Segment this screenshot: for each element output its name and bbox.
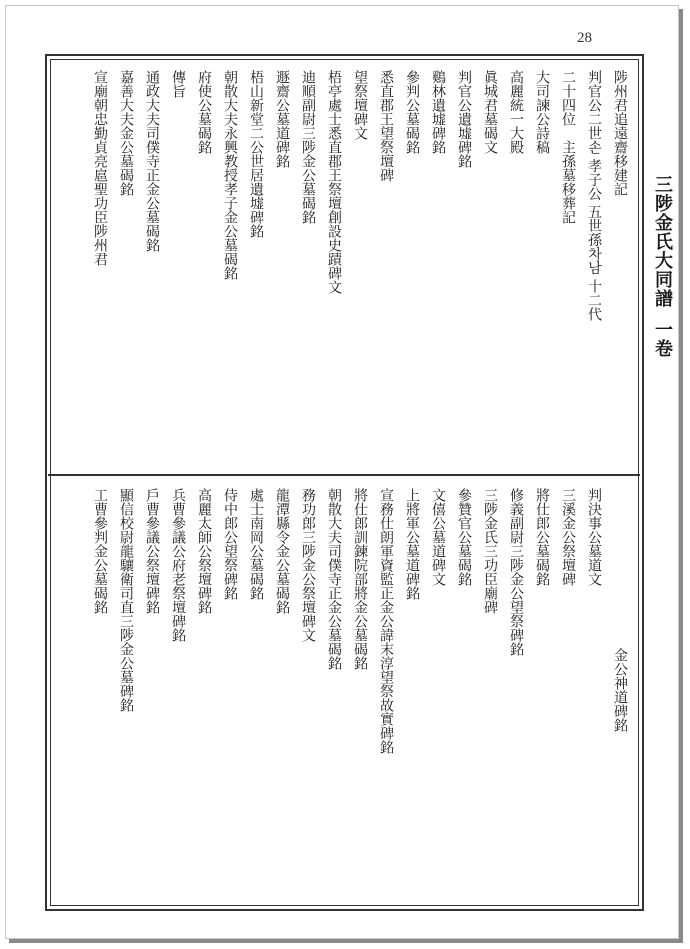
toc-entry-title: 府使公墓碣銘 [196,70,212,154]
toc-entry[interactable] [346,488,373,853]
toc-entry-title: 梧山新堂二公世居遺墟碑銘 [248,70,264,238]
toc-entry[interactable] [164,488,191,853]
toc-entry[interactable] [450,488,477,853]
toc-entry-title: 判官公遺墟碑銘 [456,70,472,168]
toc-entry[interactable] [398,70,425,450]
toc-entry[interactable] [450,70,477,450]
toc-entry[interactable] [528,70,555,450]
toc-entry-title: 鷄林遺墟碑銘 [430,70,446,154]
page-number: 28 [577,30,592,46]
book-title: 三陟金氏大同譜 [652,175,673,308]
toc-entry-title: 眞城君墓碣文 [482,70,498,154]
toc-entry-title: 望祭壇碑文 [352,70,368,140]
toc-entry[interactable] [606,488,633,853]
toc-entry-title: 迪順副尉三陟金公墓碣銘 [300,70,316,224]
toc-entry-title: 梧亭處士悉直郡王祭壇創設史蹟碑文 [326,70,342,294]
toc-entry-title: 二十四位 主孫墓移葬記 [560,70,576,224]
toc-entry[interactable] [268,70,295,450]
toc-entry-title: 上將軍公墓道碑銘 [404,488,420,600]
toc-entry[interactable] [112,488,139,853]
toc-entry-title: 高麗太師公祭壇碑銘 [196,488,212,614]
toc-entry[interactable] [86,70,113,450]
toc-entry-title: 三陟金氏三功臣廟碑 [482,488,498,614]
toc-entry[interactable] [216,70,243,450]
toc-entry-title: 嘉善大夫金公墓碣銘 [118,70,134,196]
toc-entry[interactable] [216,488,243,853]
toc-entry-title: 兵曹參議公府老祭壇碑銘 [170,488,186,642]
toc-entry[interactable] [476,488,503,853]
toc-entry[interactable] [320,488,347,853]
toc-entry-title: 龍潭縣令金公墓碣銘 [274,488,290,614]
toc-entry-title: 參判公墓碣銘 [404,70,420,154]
toc-entry-title: 務功郎三陟金公祭壇碑文 [300,488,316,642]
toc-entry-title: 朝散大夫司僕寺正金公墓碣銘 [326,488,342,670]
toc-entry[interactable] [242,70,269,450]
toc-entry[interactable] [476,70,503,450]
toc-entry-title: 朝散大夫永興教授孝子金公墓碣銘 [222,70,238,280]
toc-entry[interactable] [554,70,581,450]
toc-entry-title: 大司諫公詩稿 [534,70,550,154]
toc-entry[interactable] [242,488,269,853]
toc-entry-title: 宣廟朝忠勤貞亮扈聖功臣陟州君 [92,70,108,266]
toc-entry[interactable] [164,70,191,450]
toc-entry[interactable] [112,70,139,450]
toc-entry-title: 判官公二世손 孝子公 五世孫차남 十二代 [586,70,602,322]
toc-entry-title: 修義副尉三陟金公望祭碑銘 [508,488,524,656]
toc-entry-title: 陟州君追遠齋移建記 [612,70,628,196]
toc-entry-title: 工曹參判金公墓碣銘 [92,488,108,614]
toc-entry[interactable] [294,70,321,450]
volume-label: 一卷 [652,320,673,358]
toc-entry-title: 顯信校尉龍驤衛司直三陟金公墓碑銘 [118,488,134,712]
toc-entry[interactable] [502,488,529,853]
book-sidebar [642,175,682,358]
toc-entry[interactable] [554,488,581,853]
toc-entry-title: 宣務仕朗軍資監正金公諱末淳望祭故實碑銘 [378,488,394,754]
toc-entry-title: 將仕郎訓鍊院部將金公墓碣銘 [352,488,368,670]
toc-entry-title: 遯齋公墓道碑銘 [274,70,290,168]
toc-entry[interactable] [372,488,399,853]
toc-entry[interactable] [580,70,607,450]
toc-entry[interactable] [398,488,425,853]
toc-entry-title: 三溪金公祭壇碑 [560,488,576,586]
toc-entry[interactable] [580,488,607,853]
toc-entry-title: 悉直郡王望祭壇碑 [378,70,394,182]
toc-entry-title: 參贊官公墓碣銘 [456,488,472,586]
toc-entry[interactable] [424,488,451,853]
toc-entry[interactable] [372,70,399,450]
toc-entry-title: 金公神道碑銘 [612,648,628,732]
toc-entry[interactable] [190,488,217,853]
section-divider [48,474,640,476]
toc-entry[interactable] [294,488,321,853]
toc-entry[interactable] [86,488,113,853]
toc-entry[interactable] [424,70,451,450]
toc-entry[interactable] [502,70,529,450]
toc-entry-title: 將仕郎公墓碣銘 [534,488,550,586]
toc-entry[interactable] [606,70,633,450]
toc-entry-title: 文僖公墓道碑文 [430,488,446,586]
toc-entry-title: 侍中郎公望祭碑銘 [222,488,238,600]
toc-entry[interactable] [268,488,295,853]
toc-entry[interactable] [528,488,555,853]
toc-entry-title: 通政大夫司僕寺正金公墓碣銘 [144,70,160,252]
toc-entry-title: 處士南岡公墓碣銘 [248,488,264,600]
toc-entry[interactable] [190,70,217,450]
toc-entry-title: 戶曹參議公祭壇碑銘 [144,488,160,614]
toc-entry-title: 判決事公墓道文 [586,488,602,586]
toc-entry[interactable] [138,70,165,450]
toc-entry[interactable] [138,488,165,853]
toc-entry-title: 傳旨 [170,70,186,98]
toc-entry-title: 高麗統一大殿 [508,70,524,154]
toc-entry[interactable] [346,70,373,450]
toc-entry[interactable] [320,70,347,450]
